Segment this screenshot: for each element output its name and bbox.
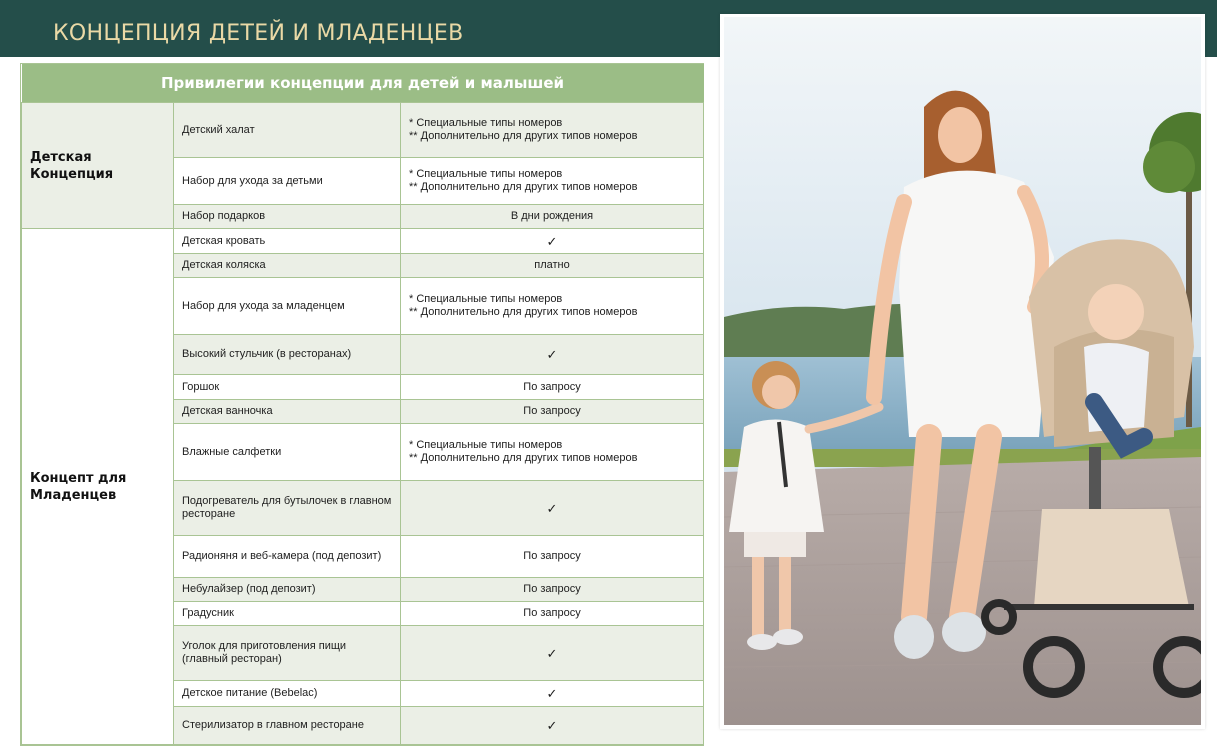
group-label-infants: Концепт для Младенцев: [22, 229, 174, 745]
check-mark-icon: ✓: [401, 707, 704, 745]
row-value: [401, 158, 704, 205]
value-line-2: ** Дополнительно для других типов номеров: [409, 452, 638, 464]
row-item: Влажные салфетки: [174, 424, 401, 481]
value-line-1: * Специальные типы номеров: [409, 439, 563, 451]
row-value: По запросу: [401, 375, 704, 400]
check-mark-icon: ✓: [401, 229, 704, 254]
table-row: [22, 103, 704, 158]
check-mark-icon: ✓: [401, 681, 704, 707]
value-line-2: ** Дополнительно для других типов номеров: [409, 181, 638, 193]
row-value: платно: [401, 254, 704, 278]
check-mark-icon: ✓: [401, 481, 704, 536]
row-item: Детский халат: [174, 103, 401, 158]
row-item: Небулайзер (под депозит): [174, 578, 401, 602]
row-item: Набор для ухода за младенцем: [174, 278, 401, 335]
value-line-1: * Специальные типы номеров: [409, 293, 563, 305]
family-photo-illustration: [724, 17, 1201, 725]
value-line-2: ** Дополнительно для других типов номеров: [409, 130, 638, 142]
row-item: Детская ванночка: [174, 400, 401, 424]
table-row: [22, 229, 704, 254]
value-line-1: * Специальные типы номеров: [409, 117, 563, 129]
value-line-2: ** Дополнительно для других типов номеров: [409, 306, 638, 318]
row-value: В дни рождения: [401, 205, 704, 229]
row-item: Набор для ухода за детьми: [174, 158, 401, 205]
row-item: Радионяня и веб-камера (под депозит): [174, 536, 401, 578]
row-value: По запросу: [401, 578, 704, 602]
row-value: [401, 278, 704, 335]
row-item: Стерилизатор в главном ресторане: [174, 707, 401, 745]
row-value: [401, 103, 704, 158]
check-mark-icon: ✓: [401, 335, 704, 375]
page-title: КОНЦЕПЦИЯ ДЕТЕЙ И МЛАДЕНЦЕВ: [53, 21, 464, 46]
check-mark-icon: ✓: [401, 626, 704, 681]
row-value: По запросу: [401, 536, 704, 578]
table-title: Привилегии концепции для детей и малышей: [22, 64, 704, 103]
privileges-table: [20, 63, 704, 746]
row-item: Высокий стульчик (в ресторанах): [174, 335, 401, 375]
row-item: Набор подарков: [174, 205, 401, 229]
row-item: Уголок для приготовления пищи (главный ресторан): [174, 626, 401, 681]
value-line-1: * Специальные типы номеров: [409, 168, 563, 180]
row-value: По запросу: [401, 602, 704, 626]
group-label-kids: Детская Концепция: [22, 103, 174, 229]
row-value: По запросу: [401, 400, 704, 424]
row-item: Детское питание (Bebelac): [174, 681, 401, 707]
row-item: Градусник: [174, 602, 401, 626]
row-item: Подогреватель для бутылочек в главном ресторане: [174, 481, 401, 536]
row-item: Детская коляска: [174, 254, 401, 278]
row-item: Детская кровать: [174, 229, 401, 254]
row-item: Горшок: [174, 375, 401, 400]
row-value: [401, 424, 704, 481]
family-photo: [724, 17, 1201, 725]
